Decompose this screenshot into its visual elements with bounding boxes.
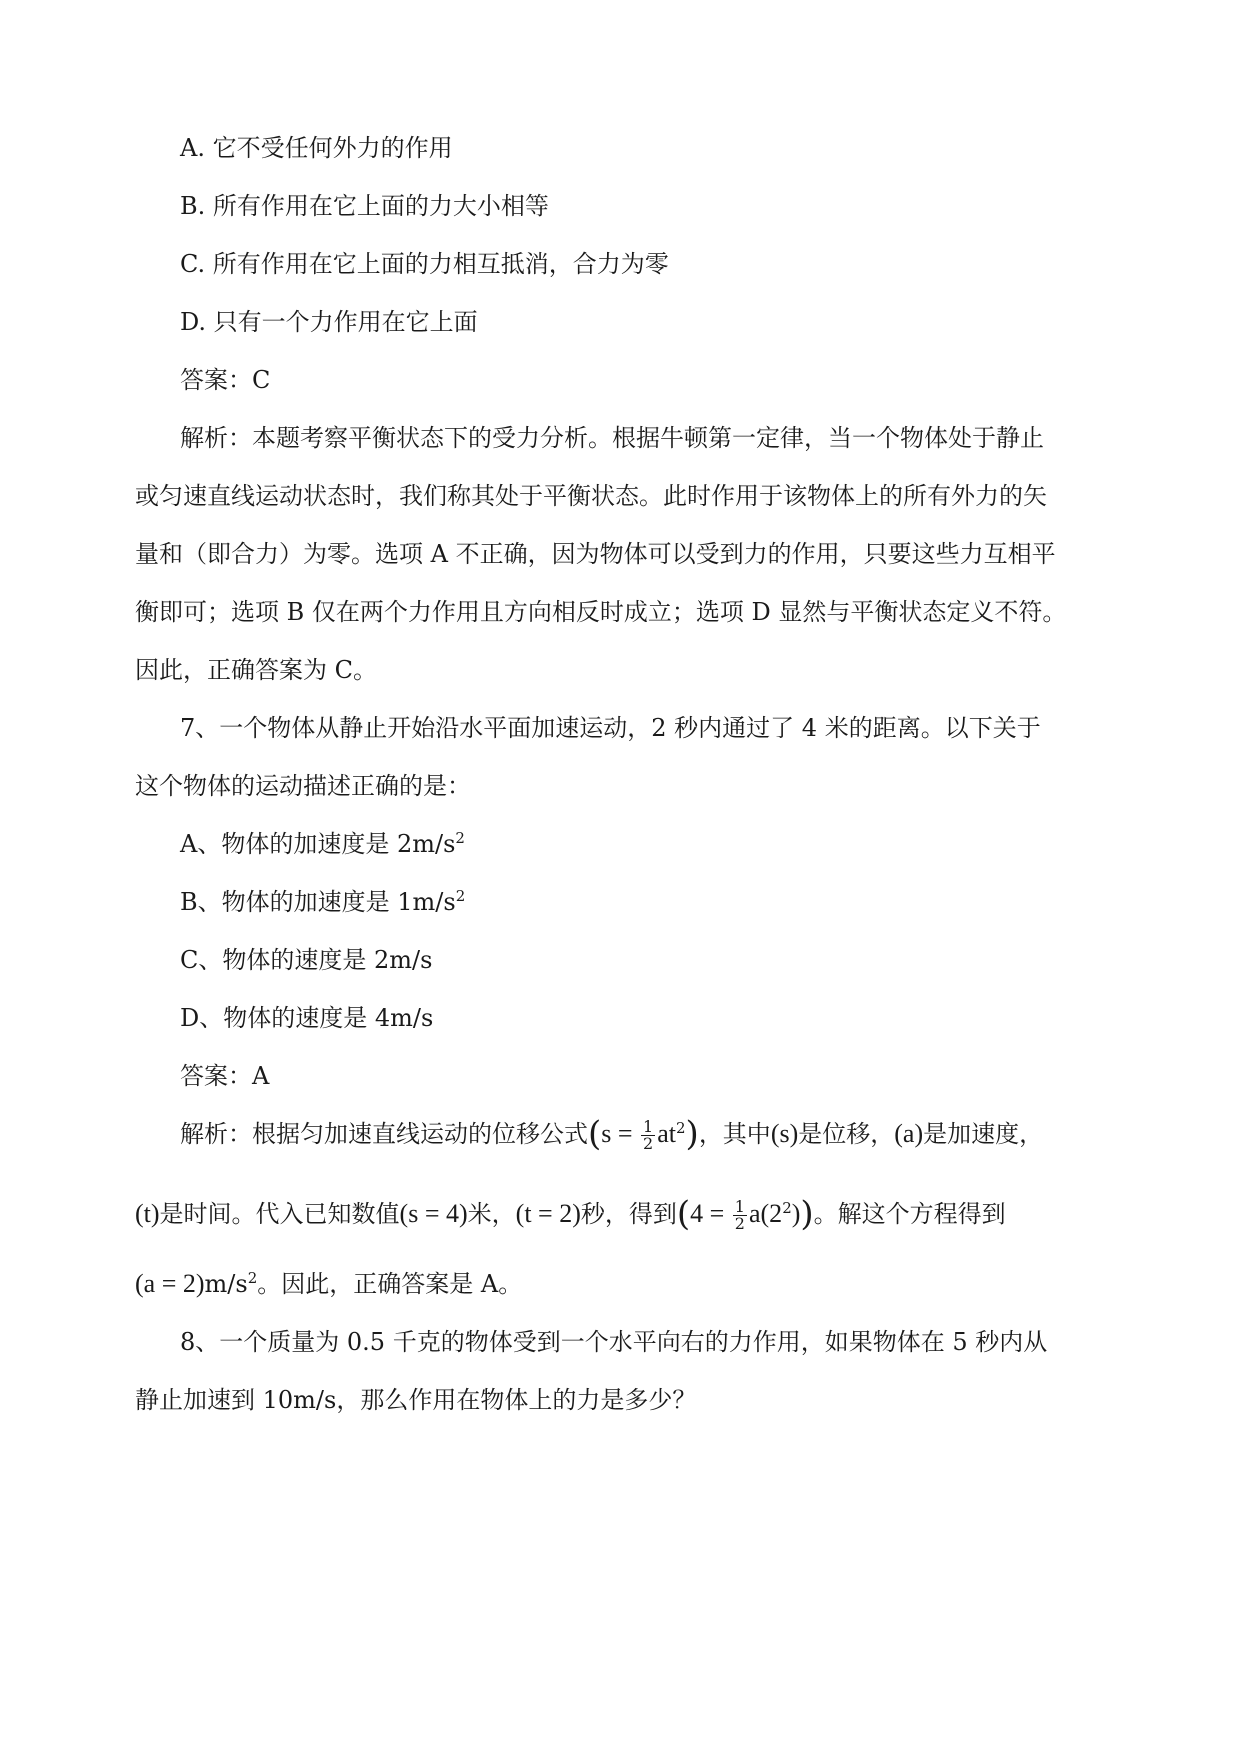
q7-expl-text: 。解这个方程得到	[813, 1200, 1006, 1228]
q7-option-b	[180, 886, 465, 918]
q7-question-line: 这个物体的运动描述正确的是：	[135, 772, 471, 800]
value-s: (s = 4)	[399, 1199, 468, 1228]
formula-text: at	[657, 1119, 676, 1148]
fraction-numerator: 1	[643, 1117, 654, 1136]
q7-expl-text: 。因此，正确答案是 A。	[257, 1270, 523, 1298]
q7-question-line: 7、一个物体从静止开始沿水平面加速运动，2 秒内通过了 4 米的距离。以下关于	[180, 714, 1041, 742]
symbol-t: (t)	[135, 1199, 160, 1228]
q8-question-line: 静止加速到 10m/s，那么作用在物体上的力是多少？	[135, 1386, 697, 1414]
formula-exponent: 2	[676, 1119, 686, 1137]
fraction-half	[733, 1199, 747, 1232]
close-paren: )	[685, 1114, 699, 1154]
q7-answer: 答案：A	[180, 1062, 270, 1090]
q7-option-a	[180, 828, 465, 860]
formula-text: s =	[601, 1119, 640, 1148]
q7-option-b-text: B、物体的加速度是 1m/s	[180, 888, 456, 916]
q6-option-a: A. 它不受任何外力的作用	[180, 134, 453, 162]
q7-expl-text: 解析：根据匀加速直线运动的位移公式	[180, 1120, 588, 1148]
q6-option-d: D. 只有一个力作用在它上面	[180, 308, 478, 336]
q7-option-d: D、物体的速度是 4m/s	[180, 1004, 434, 1032]
fraction-denominator: 2	[643, 1134, 654, 1153]
q7-expl-text: 秒，得到	[580, 1200, 677, 1228]
q6-answer: 答案：C	[180, 366, 271, 394]
q7-explanation-line-2	[135, 1194, 1006, 1234]
unit-text: m/s	[204, 1270, 248, 1298]
symbol-s: (s)	[770, 1119, 799, 1148]
q6-explanation-line: 或匀速直线运动状态时，我们称其处于平衡状态。此时作用于该物体上的所有外力的矢	[135, 482, 1047, 510]
value-t: (t = 2)	[515, 1199, 581, 1228]
q7-explanation-line-3	[135, 1268, 522, 1300]
q7-option-a-text: A、物体的加速度是 2m/s	[180, 830, 456, 858]
open-paren: (	[588, 1114, 602, 1154]
q6-option-c: C. 所有作用在它上面的力相互抵消，合力为零	[180, 250, 669, 278]
q8-question-line: 8、一个质量为 0.5 千克的物体受到一个水平向右的力作用，如果物体在 5 秒内从	[180, 1328, 1048, 1356]
q6-explanation-line: 因此，正确答案为 C。	[135, 656, 377, 684]
q7-expl-text: 是加速度，	[923, 1120, 1044, 1148]
q6-explanation-line: 解析：本题考察平衡状态下的受力分析。根据牛顿第一定律，当一个物体处于静止	[180, 424, 1044, 452]
fraction-denominator: 2	[734, 1214, 745, 1233]
q7-option-c: C、物体的速度是 2m/s	[180, 946, 433, 974]
close-paren: )	[800, 1194, 814, 1234]
q7-option-b-exponent: 2	[455, 887, 466, 905]
value-a: (a = 2)	[135, 1269, 205, 1298]
q7-expl-text: ，其中	[698, 1120, 771, 1148]
fraction-numerator: 1	[734, 1197, 745, 1216]
q7-option-a-exponent: 2	[455, 829, 465, 847]
q7-expl-text: 米，	[467, 1200, 516, 1228]
q6-explanation-line: 量和（即合力）为零。选项 A 不正确，因为物体可以受到力的作用，只要这些力互相平	[135, 540, 1056, 568]
q6-option-b: B. 所有作用在它上面的力大小相等	[180, 192, 549, 220]
formula-exponent: 2	[782, 1199, 792, 1217]
formula-text: a(2	[748, 1199, 783, 1228]
formula-text: 4 =	[690, 1199, 731, 1228]
q7-expl-text: 是时间。代入已知数值	[159, 1200, 400, 1228]
symbol-a: (a)	[894, 1119, 924, 1148]
q7-expl-text: 是位移，	[798, 1120, 895, 1148]
q6-explanation-line: 衡即可；选项 B 仅在两个力作用且方向相反时成立；选项 D 显然与平衡状态定义不符。	[135, 598, 1067, 626]
q7-explanation-line-1	[180, 1114, 1044, 1154]
formula-text: )	[791, 1199, 801, 1228]
fraction-half	[641, 1119, 655, 1152]
unit-exponent: 2	[247, 1269, 258, 1287]
open-paren: (	[676, 1194, 691, 1234]
